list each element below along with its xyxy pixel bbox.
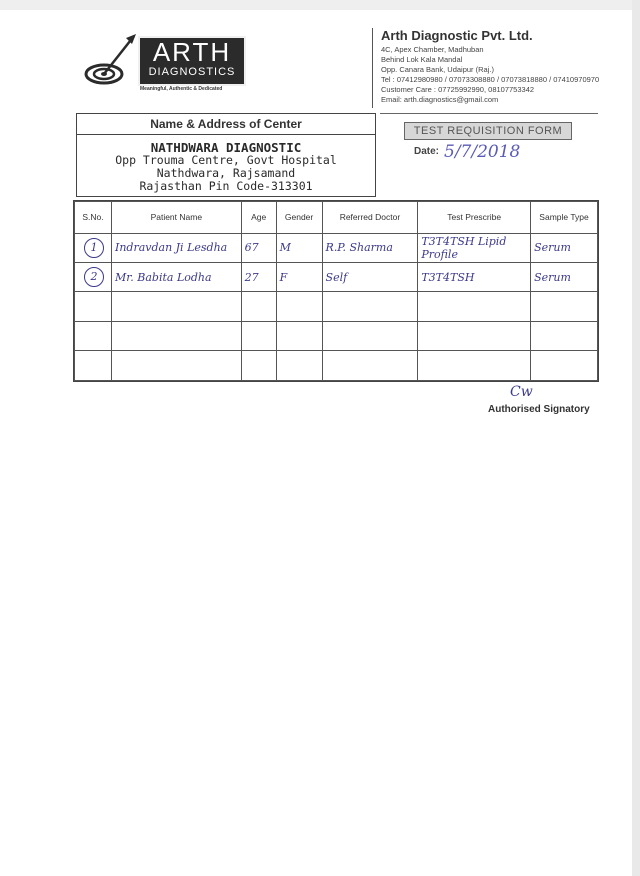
gender-cell [276, 351, 322, 381]
column-header: Referred Doctor [322, 202, 418, 234]
column-header: Test Prescribe [418, 202, 531, 234]
company-name: Arth Diagnostic Pvt. Ltd. [381, 28, 533, 43]
sample-cell: Serum [531, 263, 598, 292]
test-cell: T3T4TSH [418, 263, 531, 292]
doctor-cell: R.P. Sharma [322, 233, 418, 262]
age-cell: 67 [241, 233, 276, 262]
test-cell [418, 292, 531, 321]
stamp-line: Opp Trouma Centre, Govt Hospital [115, 153, 337, 167]
column-header: Sample Type [531, 202, 598, 234]
address-line: Behind Lok Kala Mandal [381, 55, 463, 64]
patient-name-cell [111, 351, 241, 381]
authorised-signatory-label: Authorised Signatory [488, 404, 590, 415]
table-row [75, 292, 598, 321]
stamp-line: NATHDWARA DIAGNOSTIC [150, 140, 302, 155]
customer-care-line: Customer Care : 07725992990, 08107753342 [381, 85, 535, 94]
table-header-row [75, 202, 598, 234]
column-header: Patient Name [111, 202, 241, 234]
test-cell: T3T4TSH Lipid Profile [418, 233, 531, 262]
company-info [372, 28, 621, 108]
serial-cell [75, 321, 112, 350]
serial-cell [75, 292, 112, 321]
serial-number: 2 [84, 267, 104, 287]
email-line: Email: arth.diagnostics@gmail.com [381, 95, 499, 104]
test-cell [418, 321, 531, 350]
signature-scribble: Cw [510, 384, 533, 400]
serial-cell [75, 233, 112, 262]
logo-wordmark: ARTH [152, 37, 232, 67]
column-header: Gender [276, 202, 322, 234]
age-cell: 27 [241, 263, 276, 292]
column-header: S.No. [75, 202, 112, 234]
doctor-cell [322, 292, 418, 321]
patient-name-cell: Mr. Babita Lodha [111, 263, 241, 292]
target-arrow-icon [82, 32, 142, 92]
sample-cell [531, 321, 598, 350]
age-cell [241, 292, 276, 321]
stamp-line: Rajasthan Pin Code-313301 [139, 179, 313, 193]
table-row [75, 263, 598, 292]
serial-cell [75, 263, 112, 292]
date-label: Date: [414, 146, 440, 157]
doctor-cell [322, 351, 418, 381]
center-heading: Name & Address of Center [77, 114, 375, 135]
address-line: Opp. Canara Bank, Udaipur (Raj.) [381, 65, 494, 74]
gender-cell: M [276, 233, 322, 262]
age-cell [241, 351, 276, 381]
table-row [75, 351, 598, 381]
address-line: 4C, Apex Chamber, Madhuban [381, 45, 484, 54]
patient-name-cell [111, 292, 241, 321]
gender-cell: F [276, 263, 322, 292]
sample-cell [531, 351, 598, 381]
table-row [75, 321, 598, 350]
doctor-cell: Self [322, 263, 418, 292]
sample-cell [531, 292, 598, 321]
gender-cell [276, 292, 322, 321]
gender-cell [276, 321, 322, 350]
page-edge [0, 0, 632, 10]
form-title: TEST REQUISITION FORM [404, 122, 572, 140]
logo-subtitle: DIAGNOSTICS [148, 66, 236, 78]
doctor-cell [322, 321, 418, 350]
logo-badge [138, 36, 246, 86]
table-row [75, 233, 598, 262]
stamp-line: Nathdwara, Rajsamand [156, 166, 296, 180]
center-stamp [77, 135, 375, 193]
divider [380, 113, 598, 114]
logo-tagline: Meaningful, Authentic & Dedicated [140, 86, 223, 92]
phone-line: Tel : 07412980980 / 07073308880 / 07073818880 / 07410970970 [381, 75, 600, 84]
arth-logo [82, 32, 252, 96]
center-box [76, 113, 376, 197]
age-cell [241, 321, 276, 350]
page-shadow [632, 0, 640, 876]
date-value: 5/7/2018 [444, 142, 521, 162]
patient-name-cell: Indravdan Ji Lesdha [111, 233, 241, 262]
serial-cell [75, 351, 112, 381]
column-header: Age [241, 202, 276, 234]
patient-name-cell [111, 321, 241, 350]
sample-cell: Serum [531, 233, 598, 262]
test-cell [418, 351, 531, 381]
serial-number: 1 [84, 238, 104, 258]
patient-table [73, 200, 599, 382]
